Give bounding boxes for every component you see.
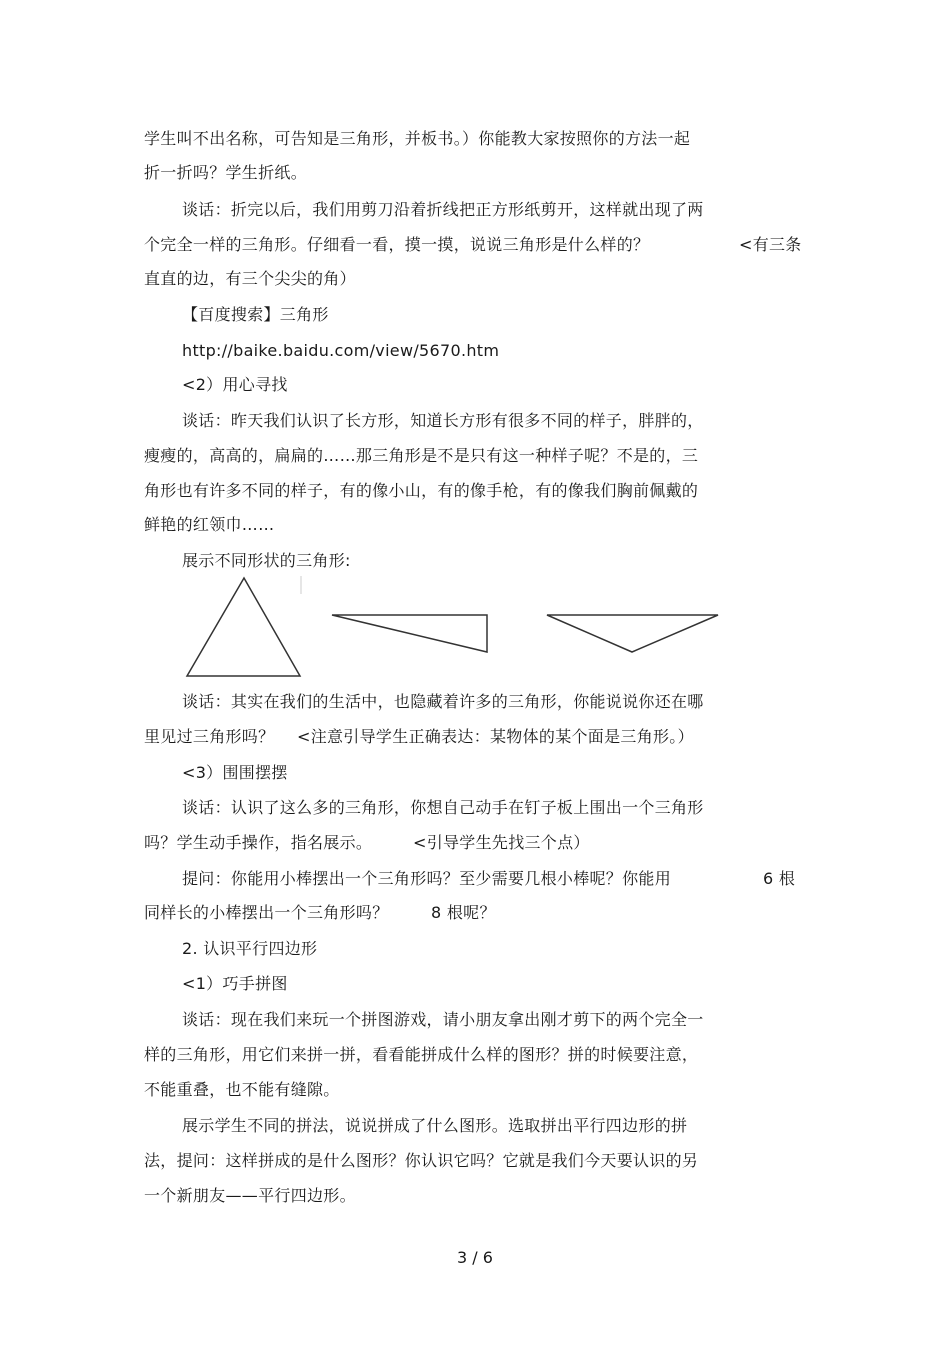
reference-link[interactable]: http://baike.baidu.com/view/5670.htm [182, 341, 500, 360]
text-line: 谈话：折完以后，我们用剪刀沿着折线把正方形纸剪开，这样就出现了两 [182, 200, 704, 219]
text-line: 8 根呢？ [431, 903, 496, 922]
text-line: 一个新朋友——平行四边形。 [144, 1186, 356, 1205]
text-line: 同样长的小棒摆出一个三角形吗？ [144, 903, 389, 922]
section-heading: <2）用心寻找 [182, 375, 288, 394]
text-line: 展示学生不同的拼法，说说拼成了什么图形。选取拼出平行四边形的拼 [182, 1116, 688, 1135]
section-heading: <1）巧手拼图 [182, 974, 288, 993]
text-line: 样的三角形，用它们来拼一拼，看看能拼成什么样的图形？拼的时候要注意， [144, 1045, 699, 1064]
text-line: 吗？学生动手操作，指名展示。 [144, 833, 373, 852]
triangle-illustrations [180, 572, 740, 682]
page-number: 3 / 6 [457, 1248, 493, 1267]
text-line: <引导学生先找三个点） [413, 833, 590, 852]
section-heading: 2. 认识平行四边形 [182, 939, 318, 958]
right-triangle-shape [332, 615, 487, 652]
text-line: 提问：你能用小棒摆出一个三角形吗？至少需要几根小棒呢？你能用 [182, 869, 672, 888]
text-line: 直直的边，有三个尖尖的角） [144, 269, 356, 288]
text-line: 谈话：昨天我们认识了长方形，知道长方形有很多不同的样子，胖胖的， [182, 411, 704, 430]
equilateral-triangle-shape [187, 578, 300, 676]
text-line: 瘦瘦的，高高的，扁扁的……那三角形是不是只有这一种样子呢？不是的，三 [144, 446, 699, 465]
section-heading: <3）围围摆摆 [182, 763, 288, 782]
text-line: 角形也有许多不同的样子，有的像小山，有的像手枪，有的像我们胸前佩戴的 [144, 481, 699, 500]
text-line: 谈话：其实在我们的生活中，也隐藏着许多的三角形，你能说说你还在哪 [182, 692, 704, 711]
text-line: 谈话：现在我们来玩一个拼图游戏，请小朋友拿出刚才剪下的两个完全一 [182, 1010, 704, 1029]
text-line: 不能重叠，也不能有缝隙。 [144, 1080, 340, 1099]
text-line: <注意引导学生正确表达：某物体的某个面是三角形。） [297, 727, 694, 746]
text-line: 6 根 [763, 869, 796, 888]
text-line: 谈话：认识了这么多的三角形，你想自己动手在钉子板上围出一个三角形 [182, 798, 704, 817]
text-line: 折一折吗？学生折纸。 [144, 163, 308, 182]
text-line: 学生叫不出名称，可告知是三角形，并板书。）你能教大家按照你的方法一起 [144, 129, 691, 148]
text-line: <有三条 [739, 235, 802, 254]
obtuse-triangle-shape [547, 615, 718, 652]
text-line: 鲜艳的红领巾…… [144, 515, 275, 534]
search-heading: 【百度搜索】三角形 [182, 305, 329, 324]
text-line: 里见过三角形吗？ [144, 727, 275, 746]
text-line: 个完全一样的三角形。仔细看一看，摸一摸，说说三角形是什么样的？ [144, 235, 650, 254]
text-line: 展示不同形状的三角形: [182, 551, 351, 570]
text-line: 法，提问：这样拼成的是什么图形？你认识它吗？它就是我们今天要认识的另 [144, 1151, 699, 1170]
